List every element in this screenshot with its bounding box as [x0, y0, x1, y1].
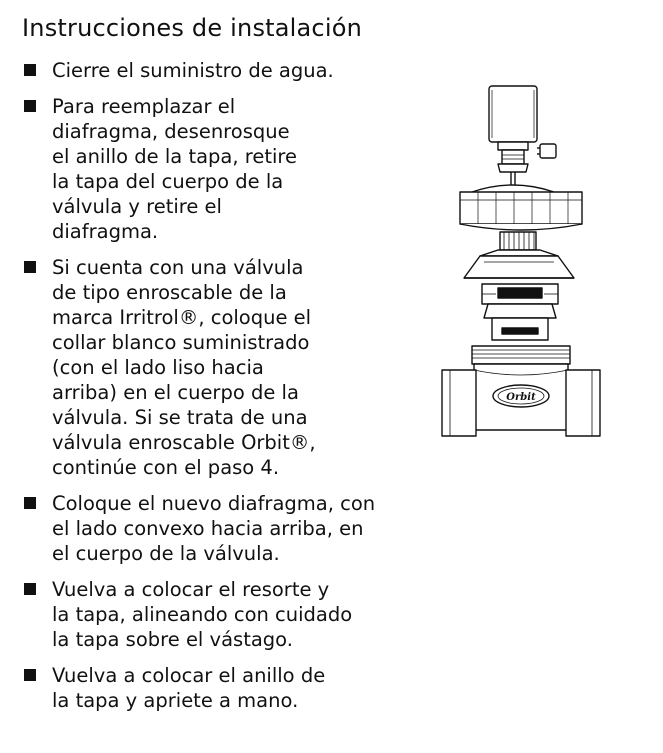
- valve-exploded-icon: [438, 80, 604, 442]
- step-text: Para reemplazar el diafragma, desenrosque el anillo de la tapa, retire la tapa del cuerpo de la válvula y retire el diafragma.: [52, 95, 297, 243]
- page-title: Instrucciones de instalación: [22, 14, 362, 42]
- square-bullet-icon: [24, 583, 36, 595]
- list-item: [22, 491, 375, 566]
- instruction-list: [22, 58, 375, 724]
- list-item: [22, 663, 375, 713]
- list-item: [22, 58, 375, 83]
- square-bullet-icon: [24, 64, 36, 76]
- step-text: Si cuenta con una válvula de tipo enroscable de la marca Irritrol®, coloque el collar blanco suministrado (con el lado liso hacia arriba) en el cuerpo de la válvula. Si se trata de una válvula enroscable Orbit®, continúe con el paso 4.: [52, 256, 316, 479]
- square-bullet-icon: [24, 497, 36, 509]
- brand-logo: Orbit: [506, 392, 536, 403]
- step-text: Coloque el nuevo diafragma, con el lado convexo hacia arriba, en el cuerpo de la válvula.: [52, 492, 376, 565]
- step-text: Cierre el suministro de agua.: [52, 59, 334, 82]
- list-item: [22, 577, 375, 652]
- list-item: [22, 255, 375, 480]
- square-bullet-icon: [24, 669, 36, 681]
- step-text: Vuelva a colocar el resorte y la tapa, alineando con cuidado la tapa sobre el vástago.: [52, 578, 353, 651]
- list-item: [22, 94, 375, 244]
- square-bullet-icon: [24, 100, 36, 112]
- step-text: Vuelva a colocar el anillo de la tapa y apriete a mano.: [52, 664, 326, 712]
- square-bullet-icon: [24, 261, 36, 273]
